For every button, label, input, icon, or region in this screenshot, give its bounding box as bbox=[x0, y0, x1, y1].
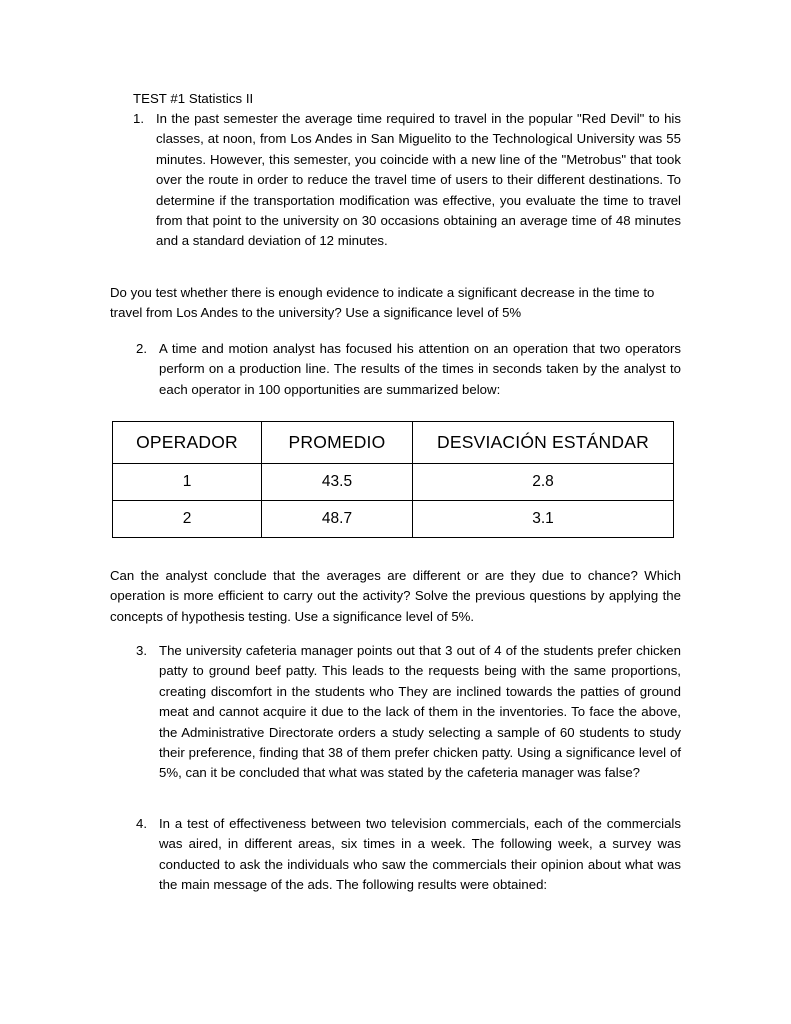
list-item-text: A time and motion analyst has focused his attention on an operation that two operators perform on a production line. The results of the times in seconds taken by the analyst to each operator in 100 opportunities are summarized below: bbox=[159, 341, 681, 397]
list-item bbox=[136, 339, 681, 400]
table-header-row bbox=[113, 422, 674, 464]
table-cell: 1 bbox=[113, 464, 262, 501]
operator-statistics-table bbox=[112, 421, 674, 538]
list-item-text: In the past semester the average time required to travel in the popular "Red Devil" to his classes, at noon, from Los Andes in San Miguelito to the Technological University was 55 minutes. However, this semester, you coincide with a new line of the "Metrobus" that took over the route in order to reduce the travel time of users to their different destinations. To determine if the transportation modification was effective, you evaluate the time to travel from that point to the university on 30 occasions obtaining an average time of 48 minutes and a standard deviation of 12 minutes. bbox=[156, 111, 681, 249]
table-header-cell: DESVIACIÓN ESTÁNDAR bbox=[413, 422, 674, 464]
table-header-cell: PROMEDIO bbox=[262, 422, 413, 464]
list-item-text: In a test of effectiveness between two television commercials, each of the commercials was aired, in different areas, six times in a week. The following week, a survey was conducted to ask the individuals who saw the commercials their opinion about what was the main message of the ads. The following results were obtained: bbox=[159, 816, 681, 893]
table-cell: 2.8 bbox=[413, 464, 674, 501]
table-row bbox=[113, 501, 674, 538]
table-cell: 2 bbox=[113, 501, 262, 538]
table-cell: 48.7 bbox=[262, 501, 413, 538]
list-item bbox=[133, 109, 681, 252]
table-cell: 43.5 bbox=[262, 464, 413, 501]
list-item-marker: 1. bbox=[133, 111, 144, 126]
list-item-text: The university cafeteria manager points out that 3 out of 4 of the students prefer chicken patty to ground beef patty. This leads to the requests being with the same proportions, creating discomfort in the students who They are inclined towards the patties of ground meat and cannot acquire it due to the lack of them in the inventories. To face the above, the Administrative Directorate orders a study selecting a sample of 60 students to study their preference, finding that 38 of them prefer chicken patty. Using a significance level of 5%, can it be concluded that what was stated by the cafeteria manager was false? bbox=[159, 643, 681, 781]
list-item bbox=[136, 814, 681, 896]
table-row bbox=[113, 464, 674, 501]
table-cell: 3.1 bbox=[413, 501, 674, 538]
question-paragraph-1: Do you test whether there is enough evidence to indicate a significant decrease in the time to travel from Los Andes to the university? Use a significance level of 5% bbox=[110, 285, 655, 321]
table-header-cell: OPERADOR bbox=[113, 422, 262, 464]
page-title: TEST #1 Statistics II bbox=[133, 91, 254, 106]
list-item bbox=[136, 641, 681, 784]
list-item-marker: 3. bbox=[136, 643, 147, 658]
list-item-marker: 2. bbox=[136, 341, 147, 356]
question-paragraph-2: Can the analyst conclude that the averages are different or are they due to chance? Which operation is more efficient to carry out the activity? Solve the previous questions by applying the concepts of hypothesis testing. Use a significance level of 5%. bbox=[110, 568, 681, 624]
list-item-marker: 4. bbox=[136, 816, 147, 831]
